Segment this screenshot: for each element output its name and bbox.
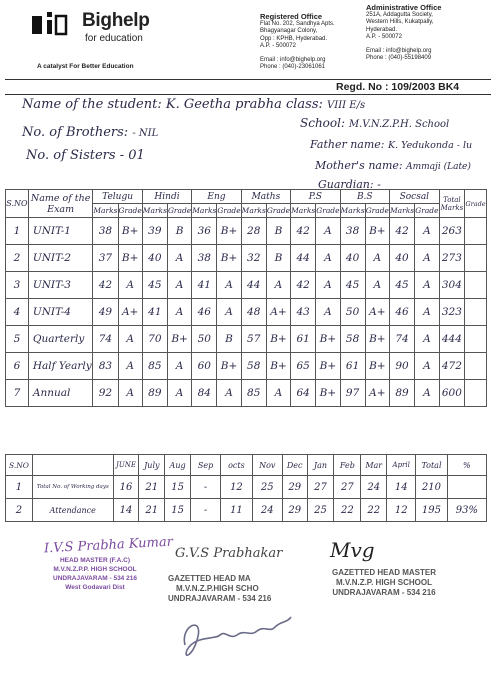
subject-marks: 42 xyxy=(291,272,316,299)
subject-marks: 50 xyxy=(192,326,217,353)
sub-marks: Marks xyxy=(291,204,316,218)
sub-marks: Marks xyxy=(142,204,167,218)
reg-line: Bhagyanagar Colony, xyxy=(260,28,318,35)
subject-marks: 74 xyxy=(93,326,118,353)
marks-body xyxy=(6,218,487,407)
att-month-value: 11 xyxy=(221,499,252,522)
col-subject: Maths xyxy=(241,190,290,204)
sub-marks: Marks xyxy=(192,204,217,218)
subject-marks: 36 xyxy=(192,218,217,245)
registered-office xyxy=(260,12,370,71)
col-subject: Socsal xyxy=(389,190,439,204)
student-name-line xyxy=(22,97,365,112)
subject-marks: 43 xyxy=(291,299,316,326)
subject-grade: B+ xyxy=(266,353,290,380)
admin-email: Email : info@bighelp.org xyxy=(366,47,432,54)
subject-grade: A xyxy=(118,326,142,353)
signature-scribble xyxy=(175,605,295,665)
stamp-line: UNDRAJAVARAM - 534 216 xyxy=(168,594,272,603)
subject-marks: 60 xyxy=(192,353,217,380)
subject-marks: 57 xyxy=(241,326,266,353)
subject-grade: A+ xyxy=(365,380,389,407)
stamp-line: UNDRAJAVARAM - 534 216 xyxy=(53,575,137,582)
admin-line: Western Hills, Kukatpally, xyxy=(366,19,434,26)
subject-grade: A xyxy=(316,299,340,326)
subject-marks: 42 xyxy=(389,218,414,245)
sub-grade: Grade xyxy=(266,204,290,218)
stamp-head-master-fac xyxy=(40,556,150,592)
father-label: Father name: xyxy=(310,138,385,151)
row-exam: Annual xyxy=(28,380,92,407)
sub-grade: Grade xyxy=(415,204,440,218)
subject-grade: B+ xyxy=(217,245,241,272)
att-row-pct xyxy=(447,476,486,499)
subject-grade: B+ xyxy=(365,326,389,353)
subject-marks: 97 xyxy=(340,380,365,407)
logo xyxy=(30,10,170,50)
col-subject: B.S xyxy=(340,190,389,204)
subject-marks: 84 xyxy=(192,380,217,407)
subject-grade: A xyxy=(266,272,290,299)
subject-grade: A xyxy=(415,272,440,299)
att-month-value: 14 xyxy=(113,499,139,522)
att-col-month: Jan xyxy=(307,455,334,476)
subject-grade: B+ xyxy=(316,353,340,380)
stamp-gazetted-2 xyxy=(314,568,454,598)
subject-grade: B+ xyxy=(316,326,340,353)
sisters-line xyxy=(26,148,145,163)
row-sno: 5 xyxy=(6,326,29,353)
att-month-value: 29 xyxy=(282,499,307,522)
regd-number: Regd. No : 109/2003 BK4 xyxy=(336,81,460,93)
admin-line: Hyderabad. xyxy=(366,26,398,33)
subject-grade: A xyxy=(167,380,191,407)
attendance-body xyxy=(6,476,487,522)
att-month-value: 22 xyxy=(361,499,387,522)
administrative-office xyxy=(366,3,491,62)
subject-grade: B+ xyxy=(118,218,142,245)
subject-marks: 38 xyxy=(340,218,365,245)
school-value: M.V.N.Z.P.H. School xyxy=(348,119,450,130)
subject-grade: A xyxy=(118,272,142,299)
subject-grade: A xyxy=(118,380,142,407)
att-col-month: July xyxy=(139,455,165,476)
admin-phone: Phone : (040)-55198409 xyxy=(366,55,432,62)
subject-marks: 61 xyxy=(340,353,365,380)
subject-grade: B+ xyxy=(118,245,142,272)
marks-row xyxy=(6,218,487,245)
father-line xyxy=(310,138,472,151)
guardian-value: - xyxy=(377,178,381,191)
att-month-value: 25 xyxy=(252,476,282,499)
marks-row xyxy=(6,245,487,272)
brothers-line xyxy=(22,125,158,140)
row-exam: UNIT-2 xyxy=(28,245,92,272)
attendance-header-row xyxy=(6,455,487,476)
marks-row xyxy=(6,299,487,326)
sub-grade: Grade xyxy=(316,204,340,218)
subject-grade: A xyxy=(167,299,191,326)
marks-row xyxy=(6,272,487,299)
subject-grade: B+ xyxy=(316,380,340,407)
subject-grade: B+ xyxy=(266,326,290,353)
logo-icon xyxy=(30,10,70,38)
att-month-value: 15 xyxy=(165,499,191,522)
class-value: VIII E/s xyxy=(327,100,366,111)
attendance-row xyxy=(6,499,487,522)
att-col-sno: S.NO xyxy=(6,455,33,476)
registered-office-title: Registered Office xyxy=(260,12,323,21)
sub-grade: Grade xyxy=(167,204,191,218)
sub-grade: Grade xyxy=(365,204,389,218)
att-month-value: 12 xyxy=(387,499,416,522)
att-month-value: 21 xyxy=(139,499,165,522)
subject-marks: 85 xyxy=(241,380,266,407)
subject-marks: 44 xyxy=(241,272,266,299)
subject-grade: A xyxy=(167,353,191,380)
subject-grade: A xyxy=(415,353,440,380)
name-label: Name of the student: xyxy=(22,97,162,112)
subject-grade: A xyxy=(316,272,340,299)
subject-grade: A xyxy=(415,245,440,272)
subject-marks: 40 xyxy=(142,245,167,272)
subject-grade: A xyxy=(415,299,440,326)
subject-grade: A+ xyxy=(365,299,389,326)
subject-grade: B+ xyxy=(217,218,241,245)
row-exam: UNIT-4 xyxy=(28,299,92,326)
row-grade xyxy=(465,299,487,326)
subject-marks: 64 xyxy=(291,380,316,407)
subject-grade: B+ xyxy=(217,353,241,380)
att-month-value: 22 xyxy=(334,499,361,522)
mother-line xyxy=(315,159,471,172)
subject-grade: A xyxy=(217,272,241,299)
subject-grade: A xyxy=(316,218,340,245)
subject-marks: 40 xyxy=(389,245,414,272)
att-col-month: octs xyxy=(221,455,252,476)
col-subject: Eng xyxy=(192,190,241,204)
stamp-line: M.V.N.Z.P. HIGH SCHOOL xyxy=(335,578,432,587)
subject-marks: 58 xyxy=(241,353,266,380)
header-divider-2 xyxy=(5,94,491,95)
att-row-total: 195 xyxy=(416,499,447,522)
subject-marks: 39 xyxy=(142,218,167,245)
row-exam: UNIT-1 xyxy=(28,218,92,245)
guardian-label: Guardian: xyxy=(318,178,374,191)
sisters-label: No. of Sisters xyxy=(26,148,116,163)
school-line xyxy=(300,116,449,130)
att-col-month: JUNE xyxy=(113,455,139,476)
subject-marks: 46 xyxy=(192,299,217,326)
father-value: K. Yedukonda - lu xyxy=(388,140,473,151)
reg-phone: Phone : (040)-23061061 xyxy=(260,64,326,71)
admin-line: A.P. - 500072 xyxy=(366,34,402,41)
row-sno: 4 xyxy=(6,299,29,326)
subject-marks: 85 xyxy=(142,353,167,380)
signature-3: Mvg xyxy=(330,538,375,562)
sub-grade: Grade xyxy=(118,204,142,218)
marks-header-row xyxy=(6,190,487,204)
col-subject: P.S xyxy=(291,190,340,204)
mother-label: Mother's name: xyxy=(315,159,403,172)
att-row-total: 210 xyxy=(416,476,447,499)
row-total: 304 xyxy=(439,272,464,299)
col-grade: Grade xyxy=(465,190,487,218)
subject-marks: 32 xyxy=(241,245,266,272)
att-month-value: 15 xyxy=(165,476,191,499)
admin-office-title: Administrative Office xyxy=(366,3,442,12)
col-subject: Telugu xyxy=(93,190,142,204)
row-total: 273 xyxy=(439,245,464,272)
reg-email: Email : info@bighelp.org xyxy=(260,56,326,63)
subject-grade: B xyxy=(266,218,290,245)
row-exam: Quarterly xyxy=(28,326,92,353)
subject-grade: A xyxy=(266,380,290,407)
row-sno: 7 xyxy=(6,380,29,407)
subject-marks: 61 xyxy=(291,326,316,353)
marks-table xyxy=(5,189,487,407)
att-month-value: 27 xyxy=(307,476,334,499)
attendance-row xyxy=(6,476,487,499)
row-sno: 1 xyxy=(6,218,29,245)
col-sno: S.NO xyxy=(6,190,29,218)
marks-row xyxy=(6,353,487,380)
signature-1: I.V.S Prabha Kumar xyxy=(43,534,174,557)
col-exam: Name of the Exam xyxy=(28,190,92,218)
att-month-value: 21 xyxy=(139,476,165,499)
subject-marks: 37 xyxy=(93,245,118,272)
subject-grade: A xyxy=(415,380,440,407)
row-grade xyxy=(465,218,487,245)
subject-marks: 89 xyxy=(389,380,414,407)
subject-grade: A xyxy=(316,245,340,272)
att-month-value: 12 xyxy=(221,476,252,499)
row-total: 472 xyxy=(439,353,464,380)
att-col-pct: % xyxy=(447,455,486,476)
marks-row xyxy=(6,326,487,353)
att-col-total: Total xyxy=(416,455,447,476)
att-col-month: Sep xyxy=(190,455,220,476)
subject-grade: B+ xyxy=(365,353,389,380)
sub-grade: Grade xyxy=(217,204,241,218)
subject-grade: B xyxy=(167,218,191,245)
stamp-line: M.V.N.Z.P.HIGH SCHO xyxy=(176,584,259,593)
stamp-gazetted-1 xyxy=(168,574,271,604)
subject-marks: 65 xyxy=(291,353,316,380)
subject-grade: A xyxy=(118,353,142,380)
subject-marks: 38 xyxy=(93,218,118,245)
row-sno: 2 xyxy=(6,245,29,272)
subject-marks: 90 xyxy=(389,353,414,380)
subject-grade: A xyxy=(167,245,191,272)
att-row-sno: 2 xyxy=(6,499,33,522)
att-col-month: Feb xyxy=(334,455,361,476)
name-value: K. Geetha prabha xyxy=(165,97,282,112)
row-exam: Half Yearly xyxy=(28,353,92,380)
sub-marks: Marks xyxy=(340,204,365,218)
att-month-value: 24 xyxy=(252,499,282,522)
subject-marks: 48 xyxy=(241,299,266,326)
subject-grade: B xyxy=(266,245,290,272)
subject-marks: 50 xyxy=(340,299,365,326)
subject-marks: 40 xyxy=(340,245,365,272)
att-month-value: 24 xyxy=(361,476,387,499)
subject-marks: 46 xyxy=(389,299,414,326)
att-row-label: Total No. of Working days xyxy=(32,476,113,499)
att-col-month: Mar xyxy=(361,455,387,476)
tagline: A catalyst For Better Education xyxy=(37,63,134,70)
att-col-month: Aug xyxy=(165,455,191,476)
row-total: 263 xyxy=(439,218,464,245)
subject-marks: 83 xyxy=(93,353,118,380)
att-col-month: Nov xyxy=(252,455,282,476)
att-month-value: 27 xyxy=(334,476,361,499)
subject-grade: A+ xyxy=(266,299,290,326)
row-sno: 6 xyxy=(6,353,29,380)
signature-2: G.V.S Prabhakar xyxy=(175,546,283,561)
subject-marks: 45 xyxy=(142,272,167,299)
subject-marks: 92 xyxy=(93,380,118,407)
subject-marks: 38 xyxy=(192,245,217,272)
row-sno: 3 xyxy=(6,272,29,299)
subject-grade: B+ xyxy=(365,218,389,245)
subject-grade: B xyxy=(217,326,241,353)
admin-line: 251A, Addagutta Society, xyxy=(366,12,433,18)
subject-marks: 74 xyxy=(389,326,414,353)
att-row-sno: 1 xyxy=(6,476,33,499)
subject-marks: 49 xyxy=(93,299,118,326)
subject-marks: 70 xyxy=(142,326,167,353)
att-month-value: 14 xyxy=(387,476,416,499)
reg-line: Opp : KPHB, Hyderabad. xyxy=(260,35,328,42)
subject-marks: 28 xyxy=(241,218,266,245)
class-label: class: xyxy=(285,97,323,112)
subject-marks: 42 xyxy=(93,272,118,299)
stamp-line: GAZETTED HEAD MASTER xyxy=(332,568,436,577)
att-row-label: Attendance xyxy=(32,499,113,522)
subject-marks: 44 xyxy=(291,245,316,272)
stamp-line: UNDRAJAVARAM - 534 216 xyxy=(332,588,436,597)
reg-line: Flat No. 202, Sandhya Apts. xyxy=(260,21,335,27)
subject-marks: 41 xyxy=(192,272,217,299)
att-col-month: April xyxy=(387,455,416,476)
marks-row xyxy=(6,380,487,407)
row-total: 323 xyxy=(439,299,464,326)
att-month-value: - xyxy=(190,476,220,499)
subject-grade: A xyxy=(217,299,241,326)
reg-line: A.P. - 500072 xyxy=(260,43,296,50)
subject-marks: 45 xyxy=(389,272,414,299)
subject-grade: A xyxy=(365,272,389,299)
subject-marks: 41 xyxy=(142,299,167,326)
subject-grade: B+ xyxy=(167,326,191,353)
sisters-value: - 01 xyxy=(119,148,145,163)
brothers-value: - NIL xyxy=(132,128,159,139)
subject-marks: 45 xyxy=(340,272,365,299)
stamp-line: HEAD MASTER (F.A.C) xyxy=(59,557,131,564)
brothers-label: No. of Brothers: xyxy=(22,125,129,140)
col-total: Total Marks xyxy=(439,190,464,218)
sub-marks: Marks xyxy=(389,204,414,218)
subject-marks: 89 xyxy=(142,380,167,407)
sub-marks: Marks xyxy=(241,204,266,218)
stamp-line: GAZETTED HEAD MA xyxy=(168,574,251,583)
school-label: School: xyxy=(300,116,345,130)
att-month-value: 25 xyxy=(307,499,334,522)
att-row-pct: 93% xyxy=(447,499,486,522)
subject-marks: 42 xyxy=(291,218,316,245)
mother-value: Ammaji (Late) xyxy=(406,162,471,172)
att-month-value: 16 xyxy=(113,476,139,499)
row-grade xyxy=(465,380,487,407)
row-grade xyxy=(465,326,487,353)
subject-grade: A xyxy=(415,326,440,353)
row-total: 444 xyxy=(439,326,464,353)
stamp-line: West Godavari Dist xyxy=(65,584,125,591)
row-grade xyxy=(465,353,487,380)
row-grade xyxy=(465,245,487,272)
brand-name: Bighelp xyxy=(82,10,150,31)
row-exam: UNIT-3 xyxy=(28,272,92,299)
subject-grade: A xyxy=(415,218,440,245)
header-divider xyxy=(5,79,491,80)
subject-marks: 58 xyxy=(340,326,365,353)
brand-sub: for education xyxy=(85,33,143,44)
sub-marks: Marks xyxy=(93,204,118,218)
stamp-line: M.V.N.Z.P.P. HIGH SCHOOL xyxy=(53,566,137,573)
subject-grade: A+ xyxy=(118,299,142,326)
subject-grade: A xyxy=(365,245,389,272)
att-col-month: Dec xyxy=(282,455,307,476)
col-subject: Hindi xyxy=(142,190,191,204)
row-total: 600 xyxy=(439,380,464,407)
att-month-value: - xyxy=(190,499,220,522)
att-month-value: 29 xyxy=(282,476,307,499)
row-grade xyxy=(465,272,487,299)
subject-grade: A xyxy=(167,272,191,299)
att-col-blank xyxy=(32,455,113,476)
attendance-table xyxy=(5,454,487,522)
subject-grade: A xyxy=(217,380,241,407)
